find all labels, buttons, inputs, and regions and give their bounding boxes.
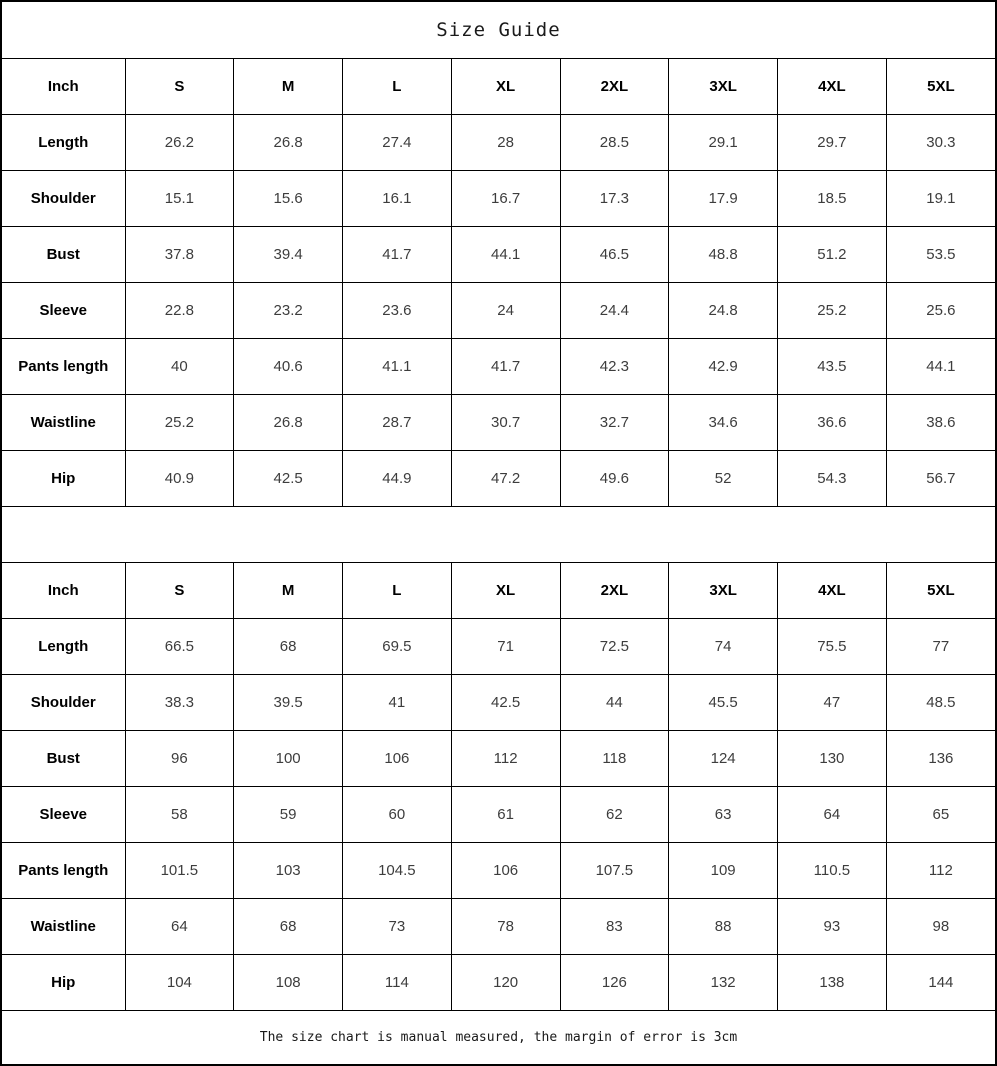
- measurement-value: 38.6: [886, 395, 995, 451]
- measurement-label: Length: [2, 115, 125, 171]
- measurement-value: 118: [560, 731, 669, 787]
- measurement-value: 24.4: [560, 283, 669, 339]
- measurement-value: 106: [451, 843, 560, 899]
- measurement-label: Hip: [2, 451, 125, 507]
- measurement-value: 37.8: [125, 227, 234, 283]
- measurement-label: Pants length: [2, 339, 125, 395]
- measurement-value: 22.8: [125, 283, 234, 339]
- measurement-value: 54.3: [778, 451, 887, 507]
- measurement-value: 112: [451, 731, 560, 787]
- measurement-value: 93: [778, 899, 887, 955]
- size-column-header: XL: [451, 563, 560, 619]
- size-column-header: 4XL: [778, 59, 887, 115]
- measurement-value: 64: [778, 787, 887, 843]
- measurement-value: 65: [886, 787, 995, 843]
- measurement-value: 26.2: [125, 115, 234, 171]
- measurement-value: 73: [343, 899, 452, 955]
- measurement-value: 51.2: [778, 227, 887, 283]
- measurement-value: 68: [234, 619, 343, 675]
- measurement-label: Waistline: [2, 899, 125, 955]
- measurement-row: [2, 451, 995, 507]
- measurement-label: Length: [2, 619, 125, 675]
- measurement-value: 114: [343, 955, 452, 1011]
- measurement-value: 83: [560, 899, 669, 955]
- measurement-value: 17.3: [560, 171, 669, 227]
- measurement-row: [2, 283, 995, 339]
- measurement-value: 106: [343, 731, 452, 787]
- measurement-label: Sleeve: [2, 283, 125, 339]
- measurement-value: 27.4: [343, 115, 452, 171]
- measurement-value: 30.7: [451, 395, 560, 451]
- measurement-value: 107.5: [560, 843, 669, 899]
- size-column-header: L: [343, 563, 452, 619]
- measurement-value: 109: [669, 843, 778, 899]
- measurement-value: 41: [343, 675, 452, 731]
- measurement-value: 68: [234, 899, 343, 955]
- measurement-value: 42.5: [234, 451, 343, 507]
- measurement-value: 29.7: [778, 115, 887, 171]
- measurement-value: 19.1: [886, 171, 995, 227]
- measurement-value: 104.5: [343, 843, 452, 899]
- measurement-value: 36.6: [778, 395, 887, 451]
- size-column-header: 5XL: [886, 563, 995, 619]
- size-header-row: [2, 563, 995, 619]
- size-column-header: 4XL: [778, 563, 887, 619]
- size-table-inches: [2, 58, 995, 507]
- measurement-value: 126: [560, 955, 669, 1011]
- measurement-value: 47.2: [451, 451, 560, 507]
- measurement-value: 61: [451, 787, 560, 843]
- size-column-header: S: [125, 563, 234, 619]
- measurement-value: 66.5: [125, 619, 234, 675]
- measurement-value: 103: [234, 843, 343, 899]
- measurement-value: 18.5: [778, 171, 887, 227]
- measurement-label: Shoulder: [2, 675, 125, 731]
- size-column-header: S: [125, 59, 234, 115]
- measurement-value: 16.1: [343, 171, 452, 227]
- measurement-value: 46.5: [560, 227, 669, 283]
- measurement-value: 45.5: [669, 675, 778, 731]
- measurement-value: 124: [669, 731, 778, 787]
- measurement-value: 120: [451, 955, 560, 1011]
- measurement-value: 28.5: [560, 115, 669, 171]
- measurement-value: 44.1: [886, 339, 995, 395]
- measurement-label: Hip: [2, 955, 125, 1011]
- measurement-label: Bust: [2, 227, 125, 283]
- size-column-header: M: [234, 563, 343, 619]
- measurement-value: 74: [669, 619, 778, 675]
- measurement-value: 42.9: [669, 339, 778, 395]
- measurement-value: 34.6: [669, 395, 778, 451]
- measurement-value: 16.7: [451, 171, 560, 227]
- measurement-value: 24.8: [669, 283, 778, 339]
- measurement-row: [2, 787, 995, 843]
- measurement-value: 110.5: [778, 843, 887, 899]
- measurement-label: Waistline: [2, 395, 125, 451]
- measurement-label: Sleeve: [2, 787, 125, 843]
- measurement-row: [2, 395, 995, 451]
- measurement-value: 15.1: [125, 171, 234, 227]
- size-column-header: XL: [451, 59, 560, 115]
- measurement-value: 108: [234, 955, 343, 1011]
- measurement-value: 41.7: [343, 227, 452, 283]
- measurement-value: 23.6: [343, 283, 452, 339]
- measurement-value: 58: [125, 787, 234, 843]
- measurement-value: 28: [451, 115, 560, 171]
- size-column-header: 3XL: [669, 563, 778, 619]
- measurement-value: 88: [669, 899, 778, 955]
- measurement-value: 40.9: [125, 451, 234, 507]
- measurement-value: 72.5: [560, 619, 669, 675]
- measurement-value: 98: [886, 899, 995, 955]
- measurement-value: 49.6: [560, 451, 669, 507]
- measurement-value: 52: [669, 451, 778, 507]
- measurement-value: 25.2: [778, 283, 887, 339]
- measurement-row: [2, 171, 995, 227]
- measurement-label: Bust: [2, 731, 125, 787]
- measurement-value: 112: [886, 843, 995, 899]
- measurement-value: 138: [778, 955, 887, 1011]
- page-title: Size Guide: [436, 19, 561, 41]
- measurement-value: 59: [234, 787, 343, 843]
- measurement-value: 39.4: [234, 227, 343, 283]
- measurement-value: 64: [125, 899, 234, 955]
- measurement-label: Pants length: [2, 843, 125, 899]
- measurement-row: [2, 731, 995, 787]
- measurement-row: [2, 955, 995, 1011]
- measurement-label: Shoulder: [2, 171, 125, 227]
- measurement-value: 38.3: [125, 675, 234, 731]
- measurement-value: 47: [778, 675, 887, 731]
- measurement-value: 144: [886, 955, 995, 1011]
- measurement-value: 136: [886, 731, 995, 787]
- measurement-row: [2, 675, 995, 731]
- measurement-value: 25.6: [886, 283, 995, 339]
- measurement-value: 77: [886, 619, 995, 675]
- measurement-value: 60: [343, 787, 452, 843]
- measurement-value: 39.5: [234, 675, 343, 731]
- measurement-value: 44.1: [451, 227, 560, 283]
- measurement-value: 62: [560, 787, 669, 843]
- measurement-value: 63: [669, 787, 778, 843]
- measurement-value: 32.7: [560, 395, 669, 451]
- measurement-value: 40: [125, 339, 234, 395]
- measurement-value: 24: [451, 283, 560, 339]
- measurement-value: 29.1: [669, 115, 778, 171]
- measurement-value: 96: [125, 731, 234, 787]
- measurement-value: 28.7: [343, 395, 452, 451]
- measurement-row: [2, 115, 995, 171]
- table-spacer: [2, 507, 995, 562]
- measurement-value: 104: [125, 955, 234, 1011]
- measurement-value: 130: [778, 731, 887, 787]
- measurement-value: 25.2: [125, 395, 234, 451]
- measurement-value: 75.5: [778, 619, 887, 675]
- measurement-value: 30.3: [886, 115, 995, 171]
- measurement-value: 43.5: [778, 339, 887, 395]
- measurement-value: 23.2: [234, 283, 343, 339]
- unit-header-cell: Inch: [2, 59, 125, 115]
- measurement-value: 48.8: [669, 227, 778, 283]
- size-header-row: [2, 59, 995, 115]
- measurement-value: 42.3: [560, 339, 669, 395]
- size-table-centimeters: [2, 562, 995, 1011]
- size-column-header: 3XL: [669, 59, 778, 115]
- measurement-value: 78: [451, 899, 560, 955]
- measurement-value: 132: [669, 955, 778, 1011]
- measurement-value: 69.5: [343, 619, 452, 675]
- measurement-value: 17.9: [669, 171, 778, 227]
- measurement-value: 48.5: [886, 675, 995, 731]
- measurement-value: 100: [234, 731, 343, 787]
- measurement-value: 26.8: [234, 115, 343, 171]
- measurement-value: 71: [451, 619, 560, 675]
- size-column-header: 2XL: [560, 563, 669, 619]
- measurement-row: [2, 619, 995, 675]
- measurement-disclaimer: The size chart is manual measured, the margin of error is 3cm: [259, 1030, 738, 1045]
- measurement-value: 44: [560, 675, 669, 731]
- measurement-row: [2, 339, 995, 395]
- measurement-row: [2, 227, 995, 283]
- measurement-value: 26.8: [234, 395, 343, 451]
- measurement-value: 15.6: [234, 171, 343, 227]
- measurement-value: 56.7: [886, 451, 995, 507]
- size-column-header: L: [343, 59, 452, 115]
- measurement-value: 42.5: [451, 675, 560, 731]
- measurement-value: 101.5: [125, 843, 234, 899]
- unit-header-cell: Inch: [2, 563, 125, 619]
- measurement-value: 53.5: [886, 227, 995, 283]
- measurement-value: 44.9: [343, 451, 452, 507]
- measurement-value: 41.1: [343, 339, 452, 395]
- measurement-row: [2, 899, 995, 955]
- measurement-row: [2, 843, 995, 899]
- size-column-header: M: [234, 59, 343, 115]
- size-column-header: 2XL: [560, 59, 669, 115]
- size-column-header: 5XL: [886, 59, 995, 115]
- measurement-value: 40.6: [234, 339, 343, 395]
- measurement-value: 41.7: [451, 339, 560, 395]
